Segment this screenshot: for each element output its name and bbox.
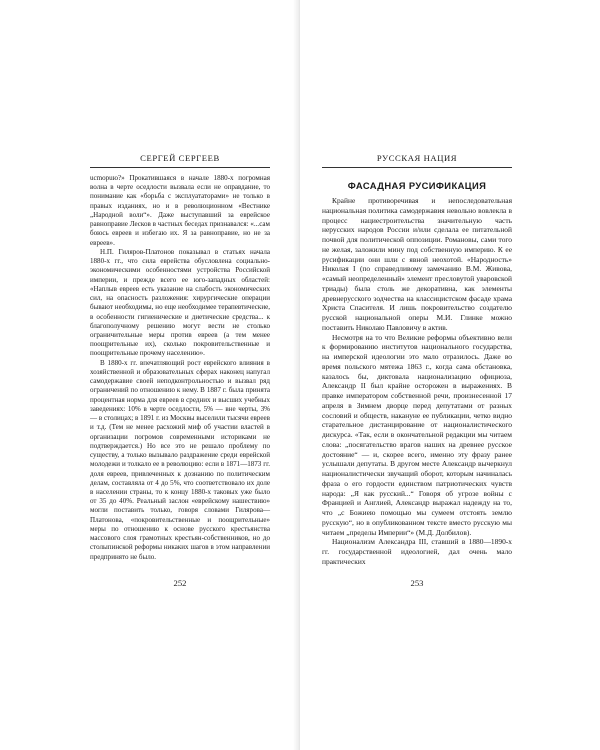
page-number: 253 [410,578,424,588]
paragraph: ucmopuю?» Прокатившаяся в начале 1880-х погромная волна в черте оседлости вызвала если не оправдание, то понимание как «борьба с эксплуататорами» не только в правых изданиях, но и в революционном «Вестнике „Народной воли“». Даже выступавший за еврейское равноправие Лесков в частных беседах признавался: «...сам боюсь евреев и избегаю их. Я за равноправие, но не за евреев». [90,174,270,247]
paragraph: Крайне противоречивая и непоследовательная национальная политика самодержавия невольно вовлекла в процесс нациестроительства значительную часть нерусских народов России и/или сделала ее питательной почвой для политической оппозиции. Романовы, сами того не желая, заложили мину под собственную империю. К ее русификации они шли с явной неохотой. «Народность» Николая I (по справедливому замечанию В.М. Живова, «самый неопределенный» элемент пресловутой уваровской триады) была столь же декоративна, как элементы древнерусского зодчества на классицистском фасаде храма Христа Спасителя. И лишь покровительство создателю русской национальной оперы М.И. Глинке можно поставить Николаю Павловичу в актив. [322,196,512,332]
paragraph: В 1880-х гг. впечатляющий рост еврейского влияния в хозяйственной и образовательных сферах наконец напугал самодержавие своей неподконтрольностью и вызвал ряд ограничений по отношению к нему. В 1887 г. была принята процентная норма для евреев в средних и высших учебных заведениях: 10% в черте оседлости, 5% — вне черты, 3% — в столицах; в 1891 г. из Москвы выселили тысячи евреев и т.д. (Тем не менее расхожий миф об участии властей в организации погромов современными историками не подтверждается.) Но все это не решало проблему по существу, а только вызывало раздражение среди еврейской молодежи и толкало ее в революцию: если в 1871—1873 гг. доля евреев, привлеченных к дознанию по политическим делам, составляла от 4 до 5%, что соответствовало их доле в населении страны, то к концу 1880-х таковых уже было от 35 до 40%. Реальный заслон «еврейскому нашествию» могли поставить только, говоря словами Гилярова—Платонова, «покровительственные и поощрительные» меры по отношению к основе русского крестьянства массового слоя грамотных крестьян-собственников, но до столыпинской реформы никаких шагов в этом направлении предпринято не было. [90,358,270,561]
right-page [300,0,600,750]
left-page-body [90,174,270,562]
header-rule [322,167,512,168]
section-title: ФАСАДНАЯ РУСИФИКАЦИЯ [347,180,487,191]
paragraph: Несмотря на то что Великие реформы объективно вели к формированию институтов национального государства, на имперской идеологии это мало отразилось. Даже во время польского мятежа 1863 г., когда сама обстановка, казалось бы, диктовала национализацию официоза, Александр II был крайне осторожен в выражениях. В правке императором собственной речи, произнесенной 17 апреля в Зимнем дворце перед депутатами от разных сословий и обществ, накануне ее публикации, четко видно старательное дистанцирование от националистического дискурса. «Так, если в окончательной редакции мы читаем слова: „посягательство врагов наших на древнее русское достояние“ — и, скорее всего, именно эту фразу ранее услышали депутаты. В другом месте Александр вычеркнул националистически звучащий оборот, которым начиналась фраза о его гордости единством патриотических чувств народа: „Я как русский...“ Говоря об угрозе войны с Францией и Англией, Александр выражал надежду на то, что „с Божиею помощью мы сумеем отстоять землю русскую“, но в опубликованном тексте вместо русскую мы читаем „пределы Империи“» (М.Д. Долбилов). [322,332,512,537]
paragraph: Национализм Александра III, ставший в 1880—1890-х гг. государственной идеологией, дал очень мало практических [322,537,512,566]
paragraph: Н.П. Гиляров-Платонов показывал в статьях начала 1880-х гг., что сила еврейства обусловлена социально-экономическими особенностями устройства Российской империи, и прежде всего ее юго-западных областей: «Наплыв евреев есть указание на слабость экономических сил, на опасность разложения: хирургические операции бывают необходимы, но еще необходимее терапевтические, в особенности гигиенические и диетические средства... к благополучному решению могут вести не столько ограничительные меры против евреев (а тем менее поощрительные их), сколько покровительственные и поощрительные прочему населению». [90,247,270,358]
running-head-author: СЕРГЕЙ СЕРГЕЕВ [140,153,220,163]
page-number: 252 [173,578,187,588]
running-head-title: РУССКАЯ НАЦИЯ [376,153,458,163]
header-rule [90,167,270,168]
right-page-body [322,196,512,567]
